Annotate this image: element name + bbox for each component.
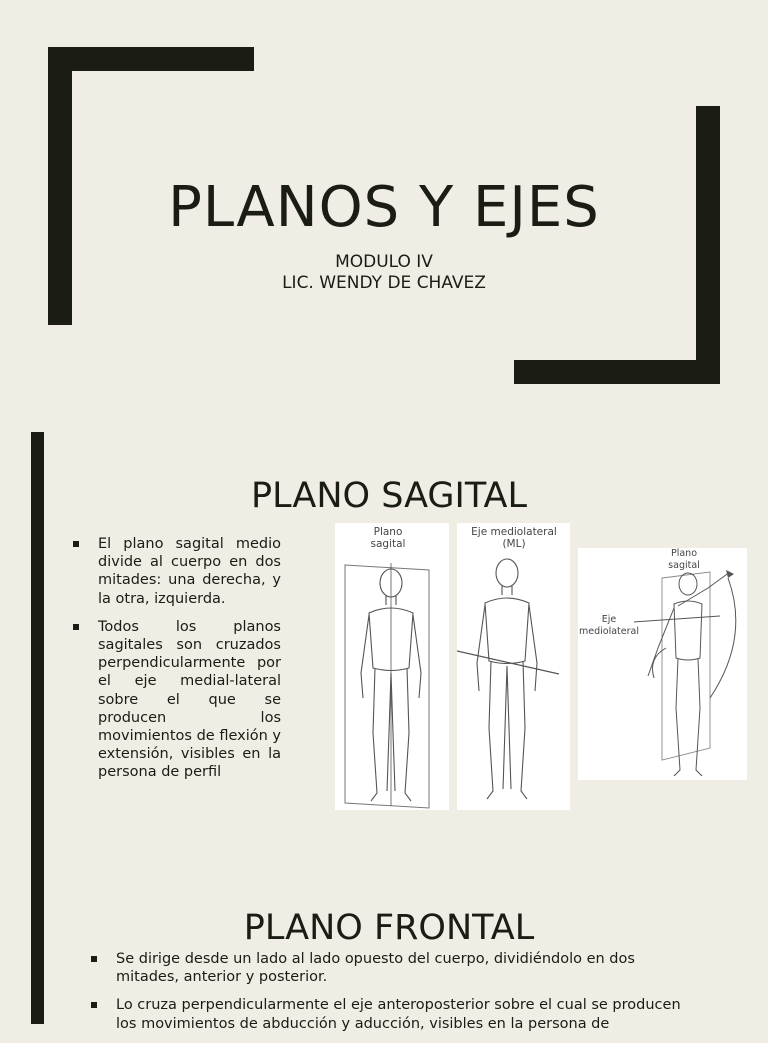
bracket-top-left-horizontal <box>48 47 254 71</box>
author-label: LIC. WENDY DE CHAVEZ <box>282 273 486 293</box>
bullet-square-icon <box>73 541 79 547</box>
section-title-frontal: PLANO FRONTAL <box>243 908 535 948</box>
bullet-square-icon <box>91 1002 97 1008</box>
figure-label-plano-sagital: Plano sagital <box>370 526 406 550</box>
figure-mediolateral-axis <box>457 523 570 810</box>
figure-label-eje-mediolateral: Eje mediolateral (ML) <box>471 526 557 550</box>
section-title-sagital: PLANO SAGITAL <box>251 476 527 516</box>
subtitle <box>0 252 768 294</box>
bullet-square-icon <box>73 624 79 630</box>
list-item: Todos los planos sagitales son cruzados perpendicularmente por el eje medial-lateral sobre el que se producen los movimientos de flexión y extensión, visibles en la persona de perfil <box>70 618 281 782</box>
sagital-bullet-list <box>70 535 281 792</box>
body-figure-icon <box>335 523 449 810</box>
figure-label-plano-sagital-2: Plano sagital <box>668 548 700 571</box>
list-item: Lo cruza perpendicularmente el eje anteroposterior sobre el cual se producen los movimientos de abducción y aducción, visibles en la persona de <box>88 996 688 1032</box>
body-figure-icon <box>457 523 570 810</box>
module-label: MODULO IV <box>335 252 433 272</box>
body-figure-icon <box>578 548 747 780</box>
slide-accent-bar <box>31 432 44 1024</box>
list-item: Se dirige desde un lado al lado opuesto del cuerpo, dividiéndolo en dos mitades, anterior y posterior. <box>88 950 688 986</box>
figure-sagittal-plane <box>335 523 449 810</box>
frontal-bullet-list <box>88 950 688 1043</box>
bullet-square-icon <box>91 956 97 962</box>
figure-label-eje-mediolateral-2: Eje mediolateral <box>579 614 639 637</box>
page-title: PLANOS Y EJES <box>168 175 600 240</box>
bracket-bottom-right-horizontal <box>514 360 720 384</box>
bracket-bottom-right-vertical <box>696 106 720 384</box>
figure-sagittal-movement <box>578 548 747 780</box>
list-item: El plano sagital medio divide al cuerpo en dos mitades: una derecha, y la otra, izquierda. <box>70 535 281 608</box>
